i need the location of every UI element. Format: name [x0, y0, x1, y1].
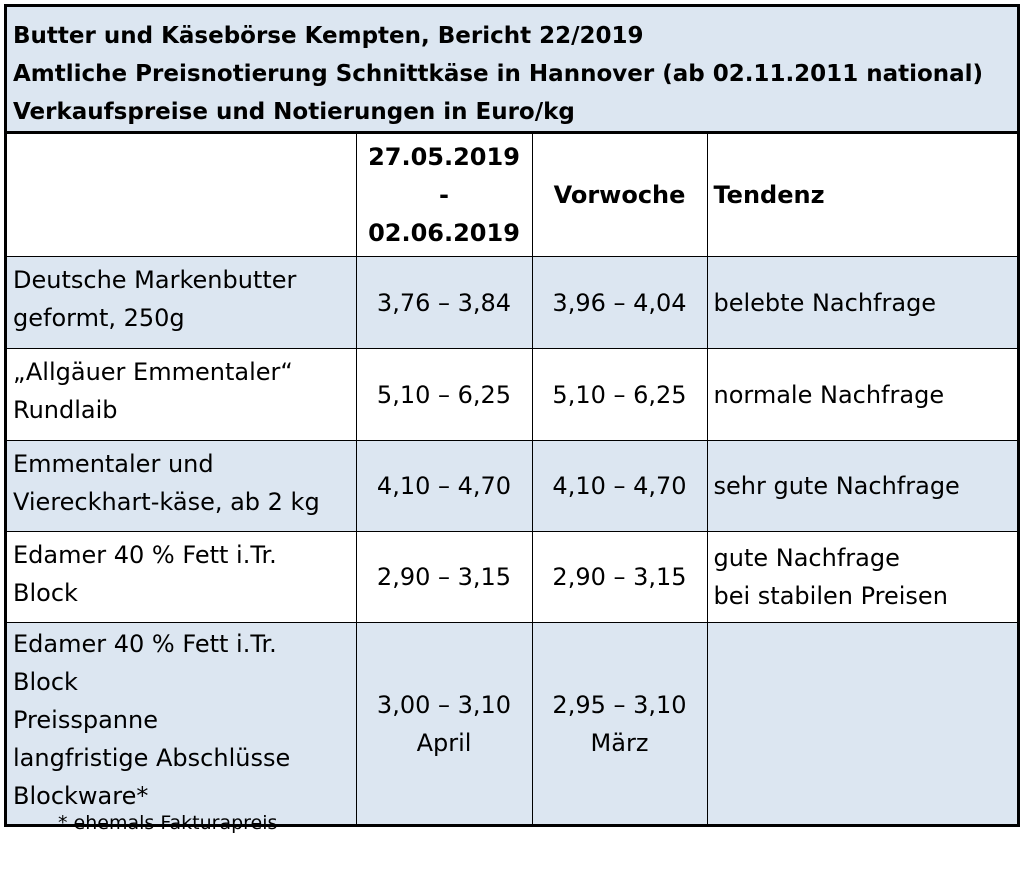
product-label-line: Blockware* [13, 782, 149, 810]
period-separator: - [439, 181, 449, 209]
product-label-line: Emmentaler und [13, 450, 214, 478]
report-unit-line: Verkaufspreise und Notierungen in Euro/kg [13, 99, 575, 125]
current-price-cell: 4,10 – 4,70 [356, 441, 532, 532]
previous-price-month: März [590, 728, 649, 757]
table-row [7, 349, 1017, 441]
previous-price-cell: 2,90 – 3,15 [532, 532, 707, 623]
product-label-line: Edamer 40 % Fett i.Tr. [13, 630, 277, 658]
trend-line: gute Nachfrage [713, 544, 900, 572]
product-label-line: Preisspanne [13, 706, 158, 734]
table-header-row [7, 134, 1017, 257]
period-to: 02.06.2019 [368, 219, 520, 247]
product-cell [7, 257, 356, 349]
previous-price-range: 2,95 – 3,10 [552, 690, 687, 719]
product-label-line: langfristige Abschlüsse [13, 744, 291, 772]
product-cell [7, 349, 356, 441]
report-subtitle: Amtliche Preisnotierung Schnittkäse in Hannover (ab 02.11.2011 national) [13, 61, 984, 87]
product-label-line: Edamer 40 % Fett i.Tr. [13, 541, 277, 569]
previous-price-cell: 5,10 – 6,25 [532, 349, 707, 441]
product-cell [7, 441, 356, 532]
product-label-line: Block [13, 668, 78, 696]
product-label-line: geformt, 250g [13, 304, 185, 332]
trend-cell [707, 623, 1017, 825]
trend-line: bei stabilen Preisen [713, 582, 948, 610]
period-from: 27.05.2019 [368, 143, 520, 171]
current-price-cell: 2,90 – 3,15 [356, 532, 532, 623]
price-table [7, 134, 1017, 824]
table-row [7, 441, 1017, 532]
table-row [7, 257, 1017, 349]
previous-price-cell: 3,96 – 4,04 [532, 257, 707, 349]
footnote: * ehemals Fakturapreis [58, 812, 278, 834]
report-title: Butter und Käsebörse Kempten, Bericht 22/2019 [13, 23, 644, 49]
trend-cell: belebte Nachfrage [707, 257, 1017, 349]
current-price-cell: 5,10 – 6,25 [356, 349, 532, 441]
table-row [7, 532, 1017, 623]
header-trend-cell: Tendenz [707, 134, 1017, 257]
current-price-month: April [416, 728, 472, 757]
product-label-line: Viereckhart-käse, ab 2 kg [13, 488, 320, 516]
trend-cell: sehr gute Nachfrage [707, 441, 1017, 532]
current-price-range: 3,00 – 3,10 [376, 690, 512, 719]
header-previous-week-cell: Vorwoche [532, 134, 707, 257]
product-label-line: Deutsche Markenbutter [13, 266, 297, 294]
trend-cell [707, 532, 1017, 623]
header-product-cell [7, 134, 356, 257]
price-report-sheet [4, 4, 1020, 827]
product-cell [7, 532, 356, 623]
previous-price-cell: 4,10 – 4,70 [532, 441, 707, 532]
previous-price-cell [532, 623, 707, 825]
current-price-cell: 3,76 – 3,84 [356, 257, 532, 349]
product-label-line: „Allgäuer Emmentaler“ [13, 358, 293, 386]
table-row [7, 623, 1017, 825]
product-cell [7, 623, 356, 825]
trend-cell: normale Nachfrage [707, 349, 1017, 441]
current-price-cell [356, 623, 532, 825]
product-label-line: Block [13, 579, 78, 607]
header-period-cell [356, 134, 532, 257]
report-header [7, 7, 1017, 134]
product-label-line: Rundlaib [13, 396, 118, 424]
